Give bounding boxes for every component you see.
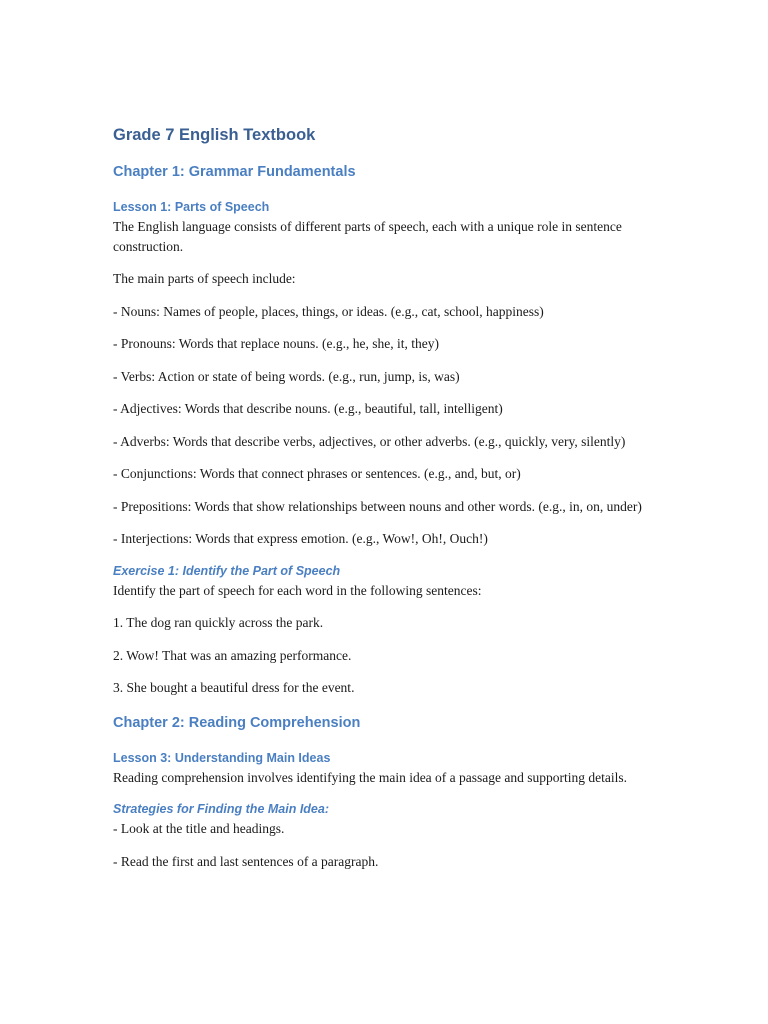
chapter-1-heading: Chapter 1: Grammar Fundamentals bbox=[113, 164, 356, 180]
document-title: Grade 7 English Textbook bbox=[113, 126, 316, 144]
lesson-3-heading: Lesson 3: Understanding Main Ideas bbox=[113, 750, 331, 765]
exercise-1-instruction: Identify the part of speech for each word in the following sentences: bbox=[113, 582, 482, 598]
lesson-1-intro: The English language consists of different parts of speech, each with a unique role in sentence construction. bbox=[113, 219, 622, 254]
list-item-prepositions: - Prepositions: Words that show relationships between nouns and other words. (e.g., in, on, under) bbox=[113, 498, 642, 514]
list-item-interjections: - Interjections: Words that express emotion. (e.g., Wow!, Oh!, Ouch!) bbox=[113, 531, 488, 546]
strategy-item-1: - Look at the title and headings. bbox=[113, 821, 285, 836]
lesson-1-heading: Lesson 1: Parts of Speech bbox=[113, 200, 270, 214]
list-item-conjunctions: - Conjunctions: Words that connect phrases or sentences. (e.g., and, but, or) bbox=[113, 466, 521, 481]
chapter-2-heading: Chapter 2: Reading Comprehension bbox=[113, 714, 361, 731]
list-item-pronouns: - Pronouns: Words that replace nouns. (e.g., he, she, it, they) bbox=[113, 336, 439, 351]
exercise-item-1: 1. The dog ran quickly across the park. bbox=[113, 615, 324, 630]
strategy-item-2: - Read the first and last sentences of a paragraph. bbox=[113, 853, 379, 869]
exercise-1-heading: Exercise 1: Identify the Part of Speech bbox=[113, 563, 341, 578]
parts-list-intro: The main parts of speech include: bbox=[113, 271, 296, 286]
exercise-item-3: 3. She bought a beautiful dress for the event. bbox=[113, 680, 355, 695]
list-item-adverbs: - Adverbs: Words that describe verbs, adjectives, or other adverbs. (e.g., quickly, very, silently) bbox=[113, 433, 626, 449]
list-item-verbs: - Verbs: Action or state of being words. (e.g., run, jump, is, was) bbox=[113, 368, 460, 384]
list-item-adjectives: - Adjectives: Words that describe nouns. (e.g., beautiful, tall, intelligent) bbox=[113, 401, 503, 416]
strategies-heading: Strategies for Finding the Main Idea: bbox=[113, 802, 329, 816]
exercise-item-2: 2. Wow! That was an amazing performance. bbox=[113, 647, 352, 663]
document-page bbox=[113, 122, 658, 871]
list-item-nouns: - Nouns: Names of people, places, things, or ideas. (e.g., cat, school, happiness) bbox=[113, 303, 544, 319]
lesson-3-intro: Reading comprehension involves identifying the main idea of a passage and supporting details. bbox=[113, 769, 628, 785]
